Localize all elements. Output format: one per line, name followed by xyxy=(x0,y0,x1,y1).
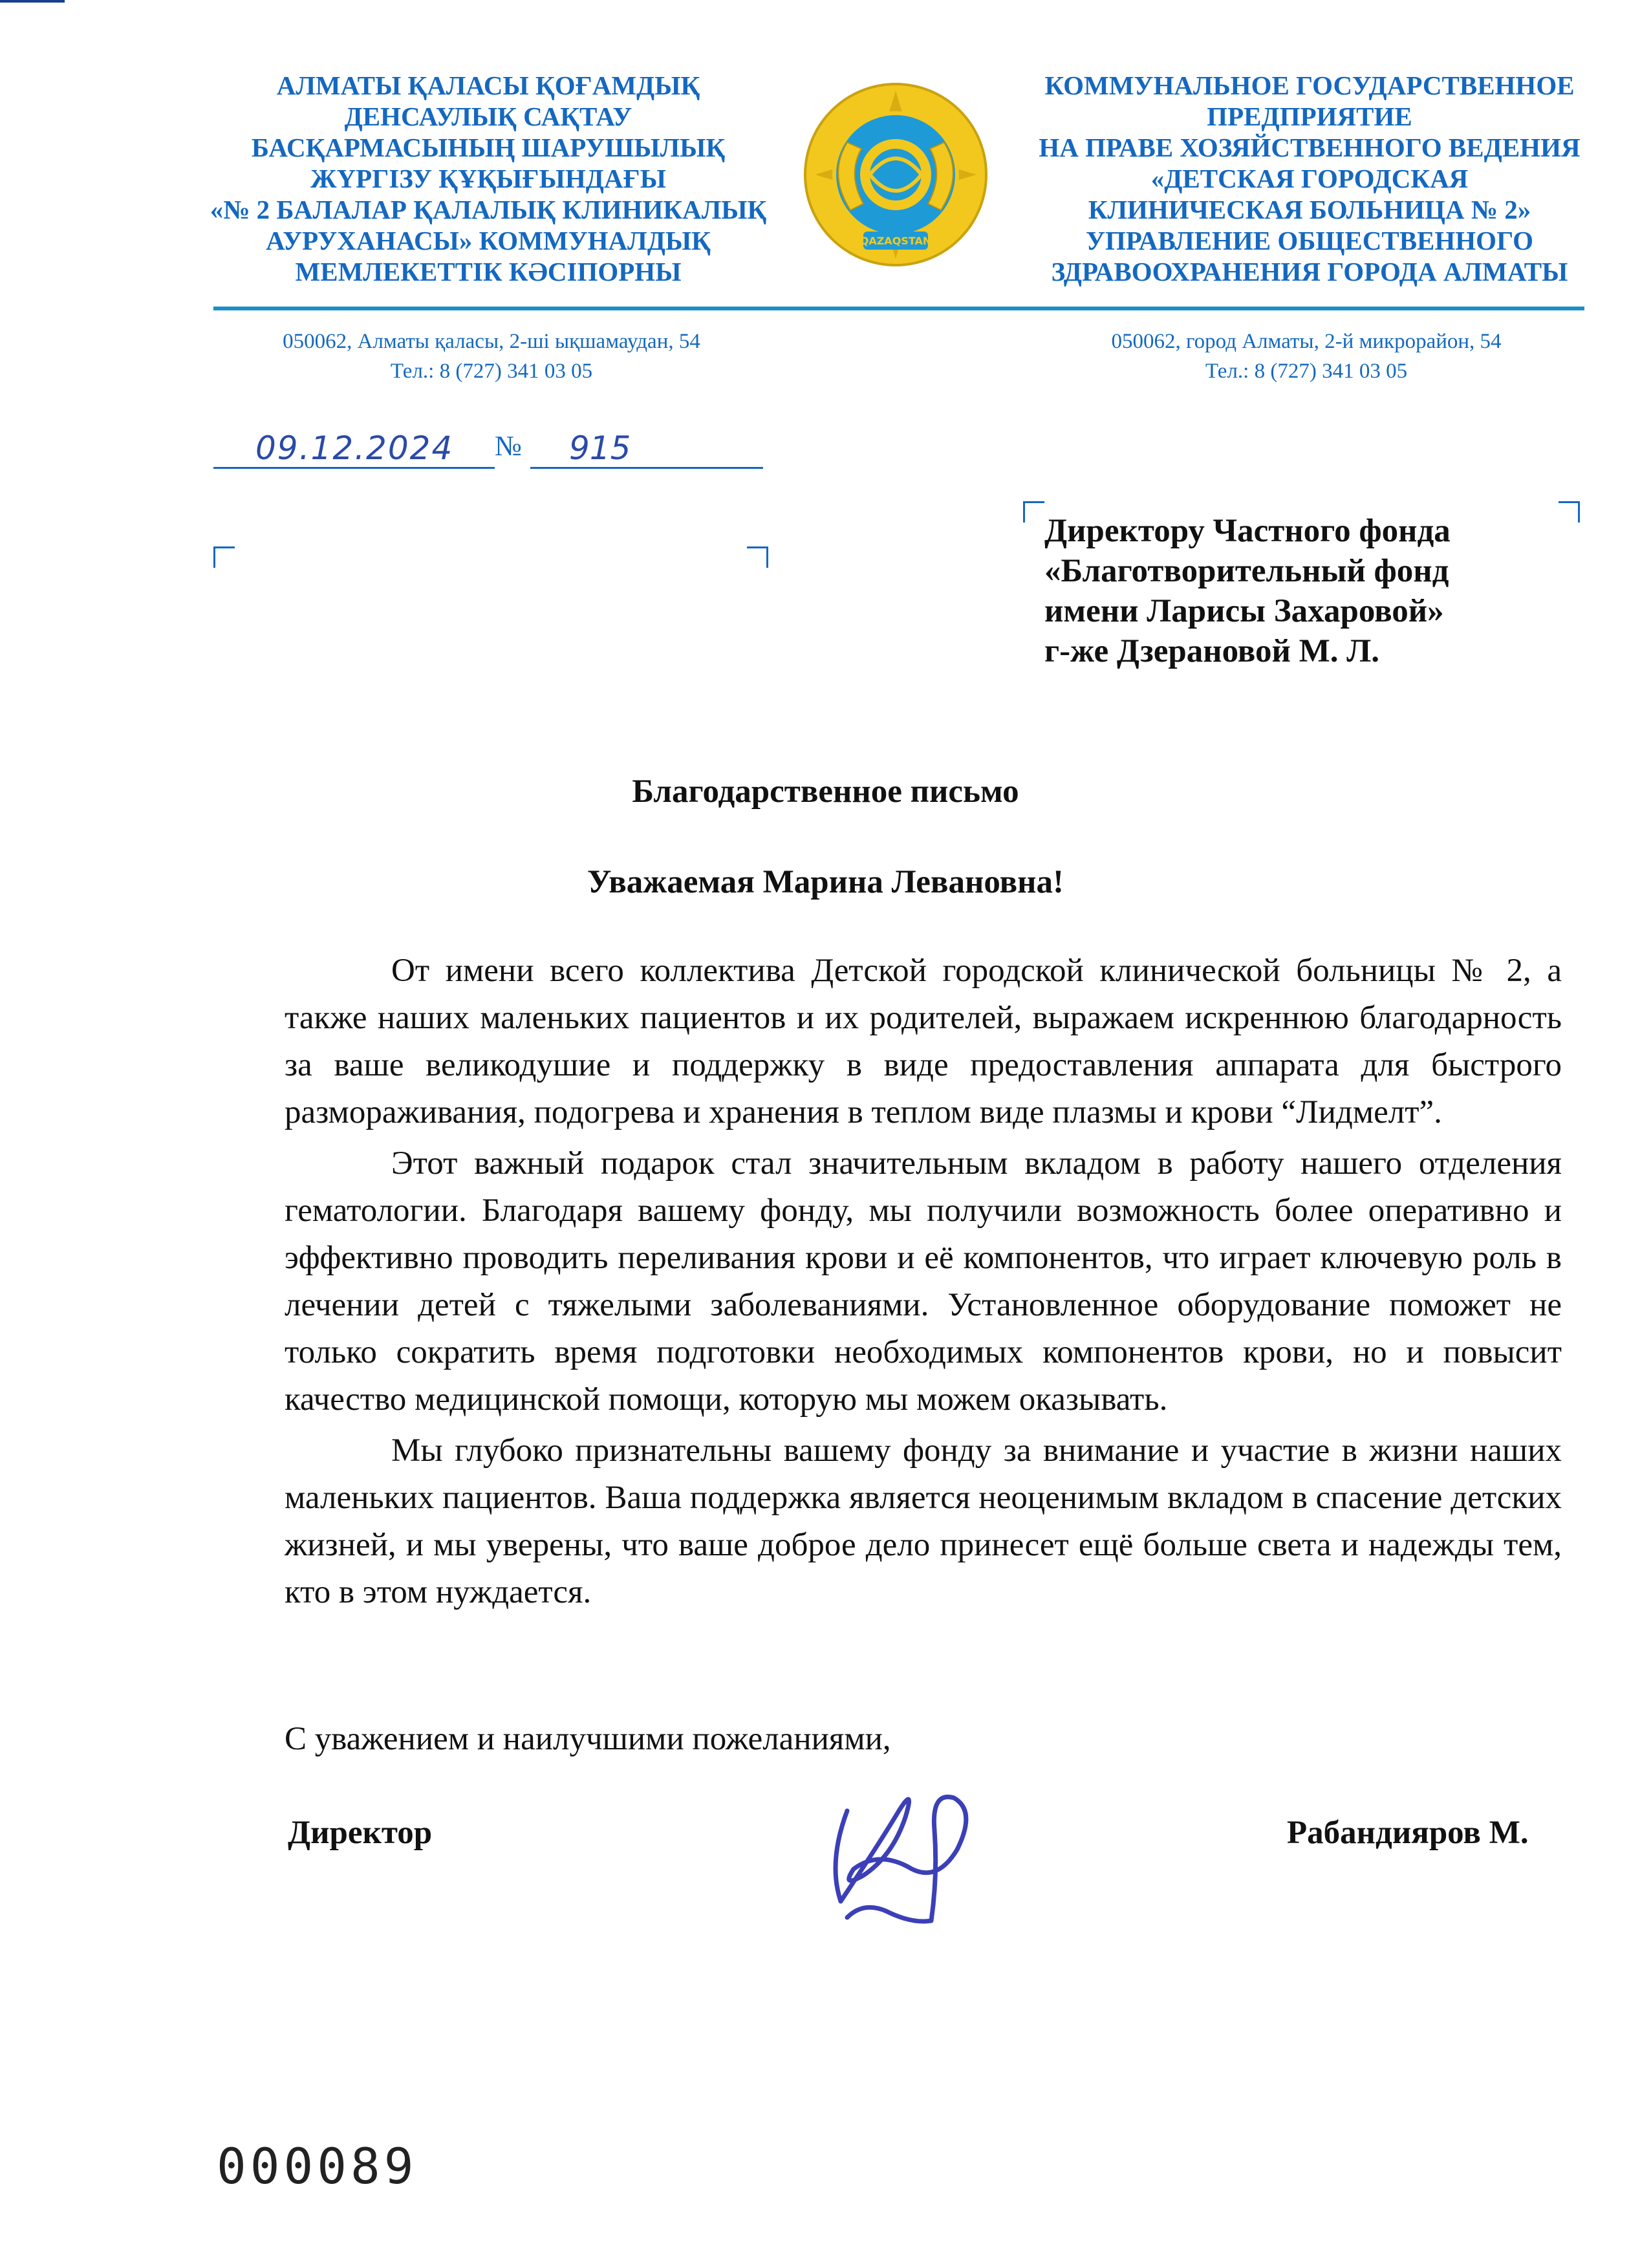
phone-line: Тел.: 8 (727) 341 03 05 xyxy=(1205,360,1408,383)
header-kazakh xyxy=(194,70,782,287)
header-line: ДЕНСАУЛЫҚ САҚТАУ xyxy=(344,102,632,131)
header-line: «ДЕТСКАЯ ГОРОДСКАЯ xyxy=(1150,164,1469,193)
letter-body xyxy=(285,947,1562,1620)
header-russian xyxy=(1009,70,1610,287)
address-kazakh xyxy=(246,327,737,386)
addressee-line: имени Ларисы Захаровой» xyxy=(1044,593,1444,629)
header-line: КЛИНИЧЕСКАЯ БОЛЬНИЦА № 2» xyxy=(1088,195,1531,224)
address-line: 050062, город Алматы, 2-й микрорайон, 54 xyxy=(1111,330,1502,353)
serial-number: 000089 xyxy=(217,2137,418,2195)
header-line: ЗДРАВООХРАНЕНИЯ ГОРОДА АЛМАТЫ xyxy=(1051,257,1568,286)
addressee-block xyxy=(1044,511,1601,671)
date-underline xyxy=(213,467,495,469)
handwritten-signature xyxy=(802,1772,1015,1940)
header-line: НА ПРАВЕ ХОЗЯЙСТВЕННОГО ВЕДЕНИЯ xyxy=(1039,133,1581,162)
paragraph: Этот важный подарок стал значительным вкладом в работу нашего отделения гематологии. Благодаря вашему фонду, мы получили возможность более оперативно и эффективно проводить переливания крови и её компонентов, что играет ключевую роль в лечении детей с тяжелыми заболеваниями. Установленное оборудование поможет не только сократить время подготовки необходимых компонентов крови, но и повысит качество медицинской помощи, которую мы можем оказывать. xyxy=(285,1145,1562,1418)
paragraph: От имени всего коллектива Детской городской клинической больницы № 2, а также наших маленьких пациентов и их родителей, выражаем искреннюю благодарность за ваше великодушие и поддержку в виде предоставления аппарата для быстрого размораживания, подогрева и хранения в теплом виде плазмы и крови “Лидмелт”. xyxy=(285,953,1562,1130)
header-line: ПРЕДПРИЯТИЕ xyxy=(1207,102,1412,131)
bracket-left-top-right xyxy=(747,546,768,568)
bracket-right-top xyxy=(1023,501,1044,523)
registration-number: 915 xyxy=(569,429,631,467)
header-line: АЛМАТЫ ҚАЛАСЫ ҚОҒАМДЫҚ xyxy=(276,70,700,100)
header-line: БАСҚАРМАСЫНЫҢ ШАРУШЫЛЫҚ xyxy=(251,133,726,162)
address-line: 050062, Алматы қаласы, 2-ші ықшамаудан, 54 xyxy=(283,330,700,353)
header-line: УПРАВЛЕНИЕ ОБЩЕСТВЕННОГО xyxy=(1085,226,1534,255)
bracket-left-top xyxy=(213,546,235,568)
header-line: «№ 2 БАЛАЛАР ҚАЛАЛЫҚ КЛИНИКАЛЫҚ xyxy=(210,195,767,224)
state-emblem-icon xyxy=(802,71,989,285)
signer-role: Директор xyxy=(288,1815,433,1851)
salutation: Уважаемая Марина Левановна! xyxy=(587,864,1064,900)
addressee-line: Директору Частного фонда xyxy=(1044,513,1451,549)
closing-phrase: С уважением и наилучшими пожеланиями, xyxy=(285,1721,891,1757)
addressee-line: г-же Дзерановой М. Л. xyxy=(1044,633,1380,669)
letter-title: Благодарственное письмо xyxy=(632,773,1019,810)
address-russian xyxy=(1061,327,1552,386)
paragraph: Мы глубоко признательны вашему фонду за внимание и участие в жизни наших маленьких пациентов. Ваша поддержка является неоценимым вкладом в спасение детских жизней, и мы уверены, что ваше доброе дело принесет ещё больше света и надежды тем, кто в этом нуждается. xyxy=(285,1432,1562,1610)
header-line: ЖҮРГІЗУ ҚҰҚЫҒЫНДАҒЫ xyxy=(310,164,666,193)
registration-number-label: № xyxy=(495,430,522,462)
emblem-text: QAZAQSTAN xyxy=(859,235,932,247)
header-line: КОММУНАЛЬНОЕ ГОСУДАРСТВЕННОЕ xyxy=(1044,70,1575,100)
scan-edge-mark xyxy=(0,0,65,3)
addressee-line: «Благотворительный фонд xyxy=(1044,553,1449,589)
phone-line: Тел.: 8 (727) 341 03 05 xyxy=(390,360,593,383)
header-line: МЕМЛЕКЕТТІК КӘСІПОРНЫ xyxy=(295,257,682,286)
header-line: АУРУХАНАСЫ» КОММУНАЛДЫҚ xyxy=(266,226,711,255)
number-underline xyxy=(530,467,763,469)
registration-date: 09.12.2024 xyxy=(255,429,454,467)
signer-name: Рабандияров М. xyxy=(1287,1815,1529,1851)
header-divider xyxy=(213,307,1584,310)
